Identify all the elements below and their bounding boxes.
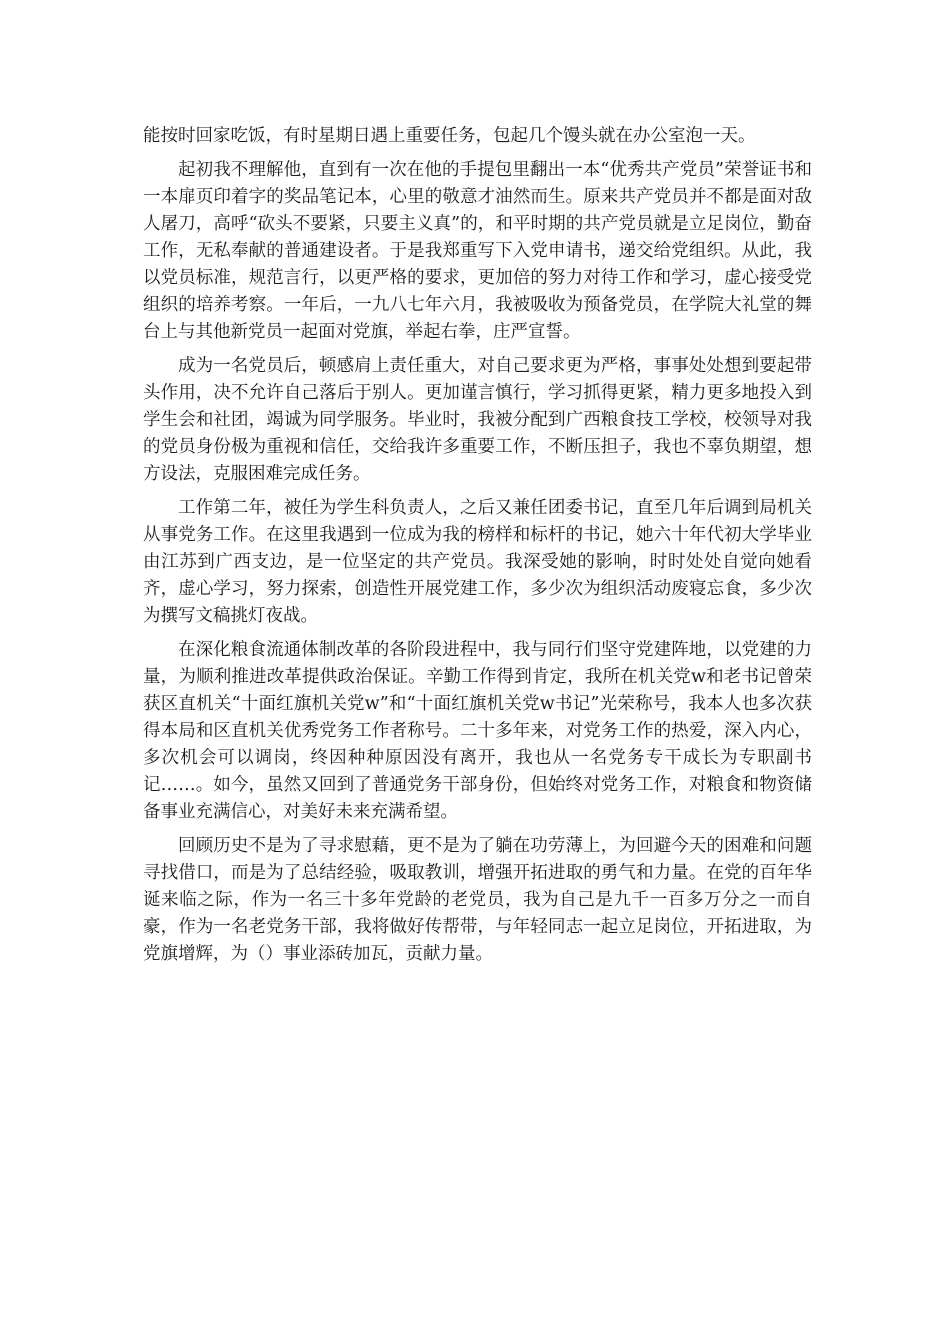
- paragraph-second-year: 工作第二年，被任为学生科负责人，之后又兼任团委书记，直至几年后调到局机关从事党务工作。在这里我遇到一位成为我的榜样和标杆的书记，她六十年代初大学毕业由江苏到广西支边，是一位坚定的共产党员。我深受她的影响，时时处处自觉向她看齐，虚心学习，努力探索，创造性开展党建工作，多少次为组织活动废寝忘食，多少次为撰写文稿挑灯夜战。: [143, 498, 812, 626]
- paragraph-review-history: 回顾历史不是为了寻求慰藉，更不是为了躺在功劳薄上，为回避今天的困难和问题寻找借口，而是为了总结经验，吸取教训，增强开拓进取的勇气和力量。在党的百年华诞来临之际，作为一名三十多年党龄的老党员，我为自己是九千一百多万分之一而自豪，作为一名老党务干部，我将做好传帮带，与年轻同志一起立足岗位，开拓进取，为党旗增辉，为（）事业添砖加瓦，贡献力量。: [143, 836, 812, 964]
- paragraph-becoming-member: 成为一名党员后，顿感肩上责任重大，对自己要求更为严格，事事处处想到要起带头作用，决不允许自己落后于别人。更加谨言慎行，学习抓得更紧，精力更多地投入到学生会和社团，竭诚为同学服务。毕业时，我被分配到广西粮食技工学校，校领导对我的党员身份极为重视和信任，交给我许多重要工作，不断压担子，我也不辜负期望，想方设法，克服困难完成任务。: [143, 356, 812, 484]
- document-body: [143, 123, 812, 975]
- paragraph-understanding: 起初我不理解他，直到有一次在他的手提包里翻出一本“优秀共产党员”荣誉证书和一本扉页印着字的奖品笔记本，心里的敬意才油然而生。原来共产党员并不都是面对敌人屠刀，高呼“砍头不要紧，只要主义真”的，和平时期的共产党员就是立足岗位，勤奋工作，无私奉献的普通建设者。于是我郑重写下入党申请书，递交给党组织。从此，我以党员标准，规范言行，以更严格的要求，更加倍的努力对待工作和学习，虚心接受党组织的培养考察。一年后，一九八七年六月，我被吸收为预备党员，在学院大礼堂的舞台上与其他新党员一起面对党旗，举起右拳，庄严宣誓。: [143, 160, 812, 342]
- paragraph-reform: 在深化粮食流通体制改革的各阶段进程中，我与同行们坚守党建阵地，以党建的力量，为顺利推进改革提供政治保证。辛勤工作得到肯定，我所在机关党w和老书记曾荣获区直机关“十面红旗机关党w”和“十面红旗机关党w书记”光荣称号，我本人也多次获得本局和区直机关优秀党务工作者称号。二十多年来，对党务工作的热爱，深入内心，多次机会可以调岗，终因种种原因没有离开，我也从一名党务专干成长为专职副书记……。如今，虽然又回到了普通党务干部身份，但始终对党务工作，对粮食和物资储备事业充满信心，对美好未来充满希望。: [143, 640, 812, 822]
- paragraph-continuation: 能按时回家吃饭，有时星期日遇上重要任务，包起几个馒头就在办公室泡一天。: [143, 126, 756, 146]
